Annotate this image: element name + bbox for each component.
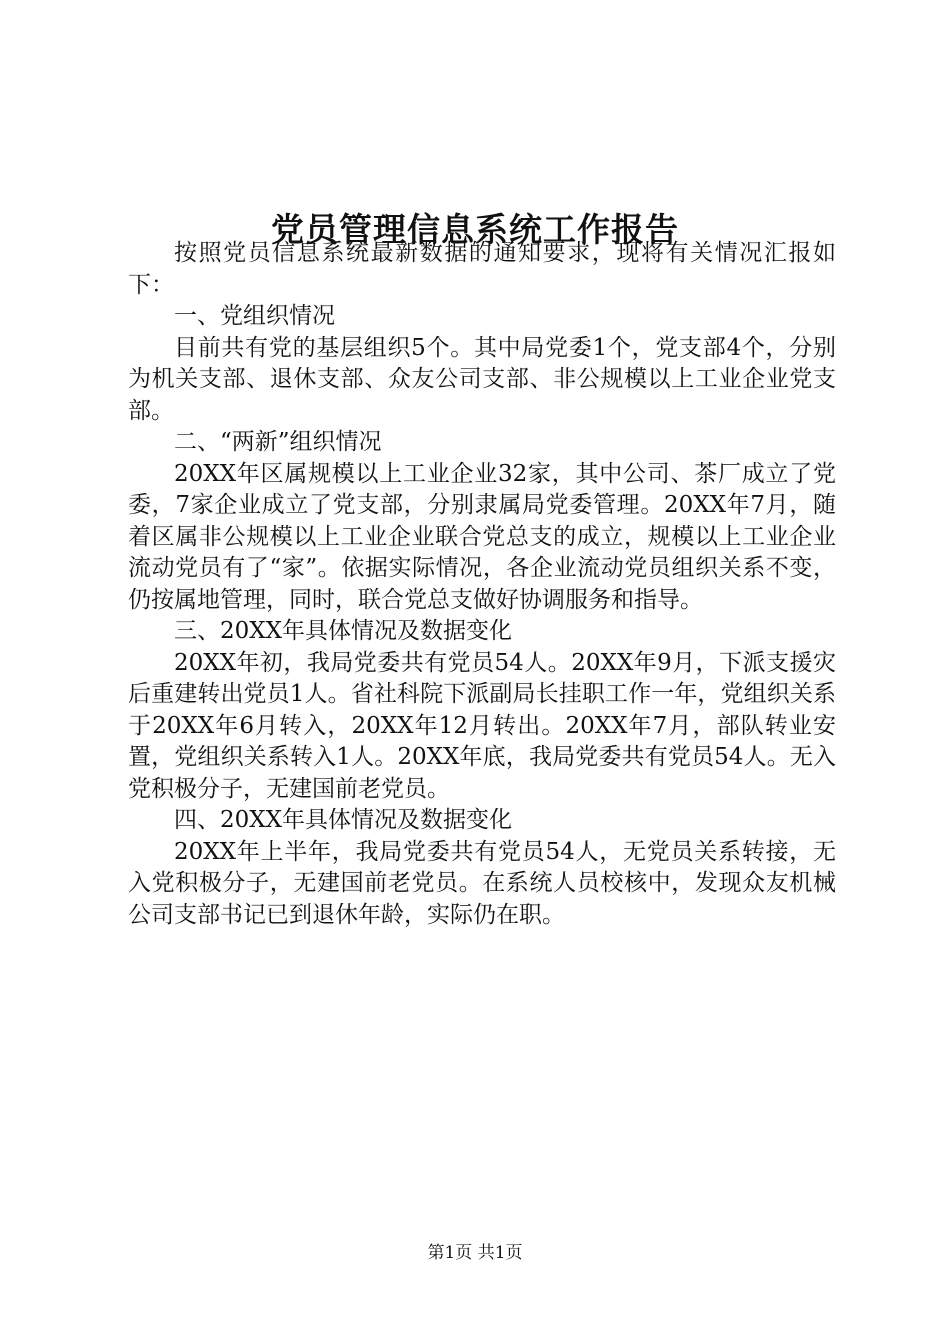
section-1-paragraph: 目前共有党的基层组织5个。其中局党委1个，党支部4个，分别为机关支部、退休支部、众友公司支部、非公规模以上工业企业党支部。 [128, 334, 836, 424]
document-body [128, 238, 836, 931]
document-title: 党员管理信息系统工作报告 [271, 210, 679, 250]
section-4-paragraph: 20XX年上半年，我局党委共有党员54人，无党员关系转接，无入党积极分子，无建国前老党员。在系统人员校核中，发现众友机械公司支部书记已到退休年龄，实际仍在职。 [128, 838, 836, 928]
section-heading-2: 二、“两新”组织情况 [174, 429, 382, 455]
section-3-paragraph: 20XX年初，我局党委共有党员54人。20XX年9月，下派支援灾后重建转出党员1人。省社科院下派副局长挂职工作一年，党组织关系于20XX年6月转入，20XX年12月转出。20XX年7月，部队转业安置，党组织关系转入1人。20XX年底，我局党委共有党员54人。无入党积极分子，无建国前老党员。 [128, 649, 836, 802]
section-2-paragraph: 20XX年区属规模以上工业企业32家，其中公司、茶厂成立了党委，7家企业成立了党支部，分别隶属局党委管理。20XX年7月，随着区属非公规模以上工业企业联合党总支的成立，规模以上工业企业流动党员有了“家”。依据实际情况，各企业流动党员组织关系不变，仍按属地管理，同时，联合党总支做好协调服务和指导。 [128, 460, 836, 613]
section-heading-1: 一、党组织情况 [174, 303, 335, 329]
section-heading-3: 三、20XX年具体情况及数据变化 [174, 618, 513, 644]
page-footer: 第1页 共1页 [427, 1243, 523, 1263]
section-heading-4: 四、20XX年具体情况及数据变化 [174, 807, 513, 833]
intro-paragraph: 按照党员信息系统最新数据的通知要求，现将有关情况汇报如下： [128, 240, 836, 298]
